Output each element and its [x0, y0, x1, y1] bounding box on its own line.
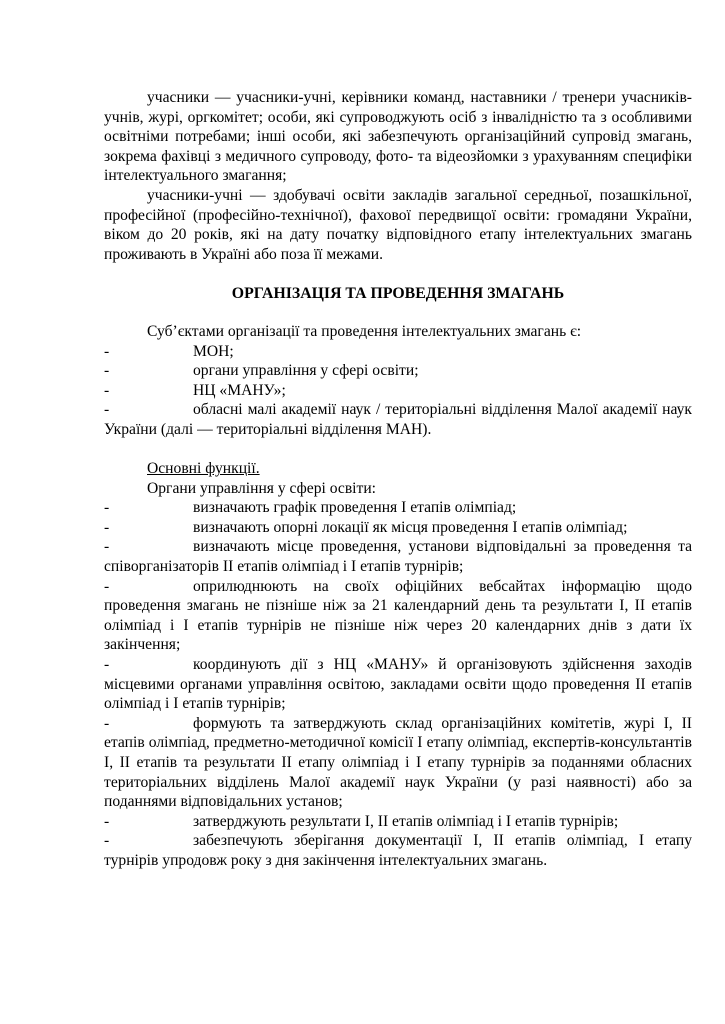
definition-student-participants: учасники-учні — здобувачі освіти закладів загальної середньої, позашкільної, професійної (професійно-технічної), фахової передвищої освіти: громадяни України, віком до 20 років, які на дату початку відповідного етапу інтелектуальних змагань проживають в Україні або поза її межами. [104, 186, 692, 263]
functions-subtitle: Органи управління у сфері освіти: [147, 479, 377, 497]
section-heading: ОРГАНІЗАЦІЯ ТА ПРОВЕДЕННЯ ЗМАГАНЬ [231, 285, 565, 303]
list-item [104, 518, 692, 538]
dash-marker: - [104, 577, 110, 595]
list-item-text: оприлюднюють на своїх офіційних вебсайтах інформацію щодо проведення змагань не пізніше ніж за 21 календарний день та результати І, ІІ етапів олімпіад і І етапів турнірів не пізніше ніж через 20 календарних днів з дати їх закінчення; [104, 577, 692, 654]
list-item-text: визначають опорні локації як місця проведення І етапів олімпіад; [193, 518, 628, 536]
dash-marker: - [104, 832, 110, 850]
list-item-text: затверджують результати І, ІІ етапів олімпіад і І етапів турнірів; [193, 812, 619, 830]
list-item [104, 342, 692, 362]
dash-marker: - [104, 342, 110, 360]
list-item [104, 714, 692, 812]
page-content [104, 88, 692, 871]
definition-participants: учасники — учасники-учні, керівники команд, наставники / тренери учасників-учнів, журі, оргкомітет; особи, які супроводжують осіб з інвалідністю та з особливими освітніми потребами; інші особи, які забезпечують організаційний супровід змагань, зокрема фахівці з медичного супроводу, фото- та відеозйомки з урахуванням специфіки інтелектуального змагання; [104, 89, 692, 185]
list-item [104, 831, 692, 870]
dash-marker: - [104, 812, 110, 830]
dash-marker: - [104, 518, 110, 536]
list-item-text: забезпечують зберігання документації І, ІІ етапів олімпіад, І етапу турнірів упродовж року з дня закінчення інтелектуальних змагань. [104, 832, 692, 869]
dash-marker: - [104, 362, 110, 380]
list-item-text: НЦ «МАНУ»; [193, 381, 286, 399]
list-item-text: обласні малі академії наук / територіальні відділення Малої академії наук України (далі — територіальні відділення МАН). [104, 401, 692, 438]
spacer [104, 440, 692, 460]
functions-title [104, 459, 692, 479]
list-item-text: формують та затверджують склад організаційних комітетів, журі І, ІІ етапів олімпіад, предметно-методичної комісії І етапу олімпіад, експертів-консультантів І, ІІ етапів та результати ІІ етапу олімпіад і І етапу турнірів за поданнями обласних територіальних відділень Малої академії наук України (у разі наявності) або за поданнями відповідальних установ; [104, 714, 692, 811]
subjects-intro: Суб’єктами організації та проведення інтелектуальних змагань є: [147, 322, 582, 340]
dash-marker: - [104, 538, 110, 556]
dash-marker: - [104, 401, 110, 419]
list-item [104, 498, 692, 518]
list-item [104, 361, 692, 381]
list-item [104, 537, 692, 576]
list-item-text: визначають місце проведення, установи відповідальні за проведення та співорганізаторів ІІ етапів олімпіад і І етапів турнірів; [104, 538, 692, 576]
list-item [104, 655, 692, 714]
list-item [104, 812, 692, 832]
dash-marker: - [104, 714, 110, 732]
dash-marker: - [104, 381, 110, 399]
dash-marker: - [104, 656, 110, 674]
list-item-text: органи управління у сфері освіти; [193, 362, 419, 380]
list-item [104, 577, 692, 655]
list-item-text: МОН; [193, 342, 234, 360]
dash-marker: - [104, 499, 110, 517]
list-item [104, 400, 692, 439]
list-item [104, 381, 692, 401]
functions-title-text: Основні функції. [147, 460, 260, 478]
list-item-text: координують дії з НЦ «МАНУ» й організовують здійснення заходів місцевими органами управління освітою, закладами освіти щодо проведення ІІ етапів олімпіад і І етапів турнірів; [104, 656, 692, 713]
list-item-text: визначають графік проведення І етапів олімпіад; [193, 499, 517, 517]
